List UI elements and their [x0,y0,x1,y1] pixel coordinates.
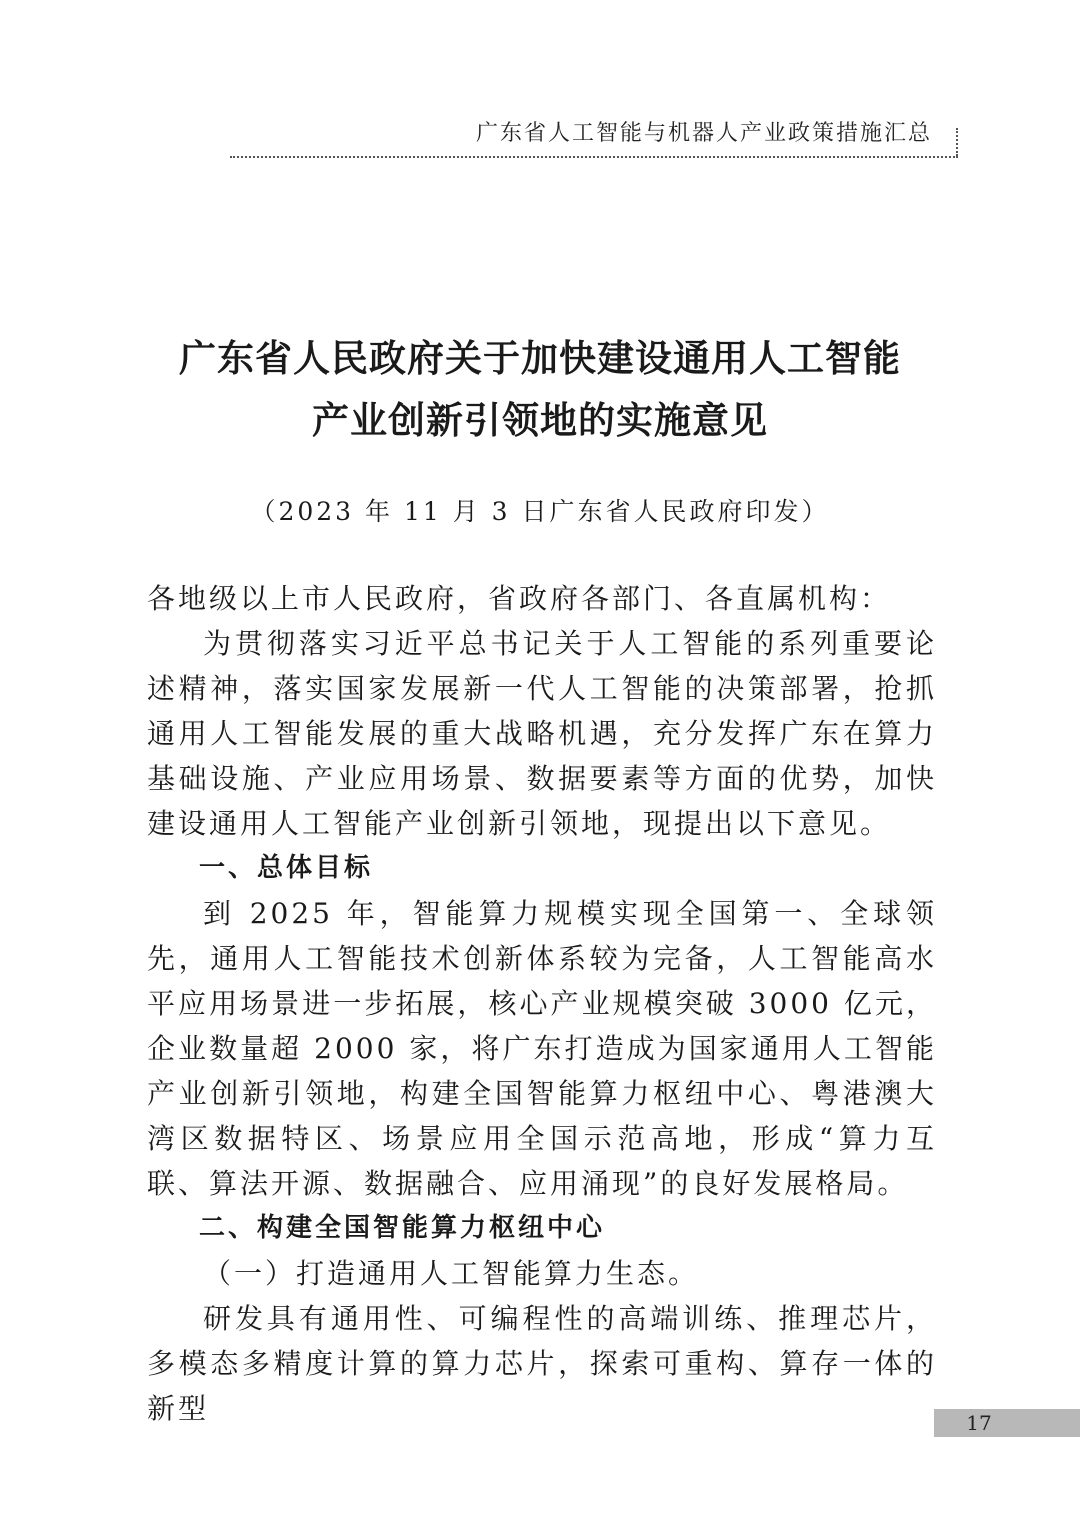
subsection1-heading: （一）打造通用人工智能算力生态。 [203,1257,700,1290]
subsection1-paragraph: 研发具有通用性、可编程性的高端训练、推理芯片，多模态多精度计算的算力芯片，探索可重构、算存一体的新型 [147,1302,937,1425]
document-title-line2: 产业创新引领地的实施意见 [312,398,768,442]
intro-paragraph: 为贯彻落实习近平总书记关于人工智能的系列重要论述精神，落实国家发展新一代人工智能的决策部署，抢抓通用人工智能发展的重大战略机遇，充分发挥广东在算力基础设施、产业应用场景、数据要素等方面的优势，加快建设通用人工智能产业创新引领地，现提出以下意见。 [147,627,937,840]
document-body [147,576,937,1431]
section1-paragraph: 到 2025 年，智能算力规模实现全国第一、全球领先，通用人工智能技术创新体系较为完备，人工智能高水平应用场景进一步拓展，核心产业规模突破 3000 亿元，企业数量超 2000 家，将广东打造成为国家通用人工智能产业创新引领地，构建全国智能算力枢纽中心、粤港澳大湾区数据特区、场景应用全国示范高地，形成“算力互联、算法开源、数据融合、应用涌现”的良好发展格局。 [147,897,937,1200]
addressee: 各地级以上市人民政府，省政府各部门、各直属机构： [147,582,892,615]
header-rule [230,156,958,158]
issue-note: （2023 年 11 月 3 日广东省人民政府印发） [250,497,830,526]
page-number: 17 [966,1411,992,1435]
document-title-line1: 广东省人民政府关于加快建设通用人工智能 [179,336,901,380]
section2-heading: 二、构建全国智能算力枢纽中心 [199,1213,606,1243]
header-rule-tick [956,128,958,156]
running-header: 广东省人工智能与机器人产业政策措施汇总 [475,121,932,146]
section1-heading: 一、总体目标 [199,853,374,883]
